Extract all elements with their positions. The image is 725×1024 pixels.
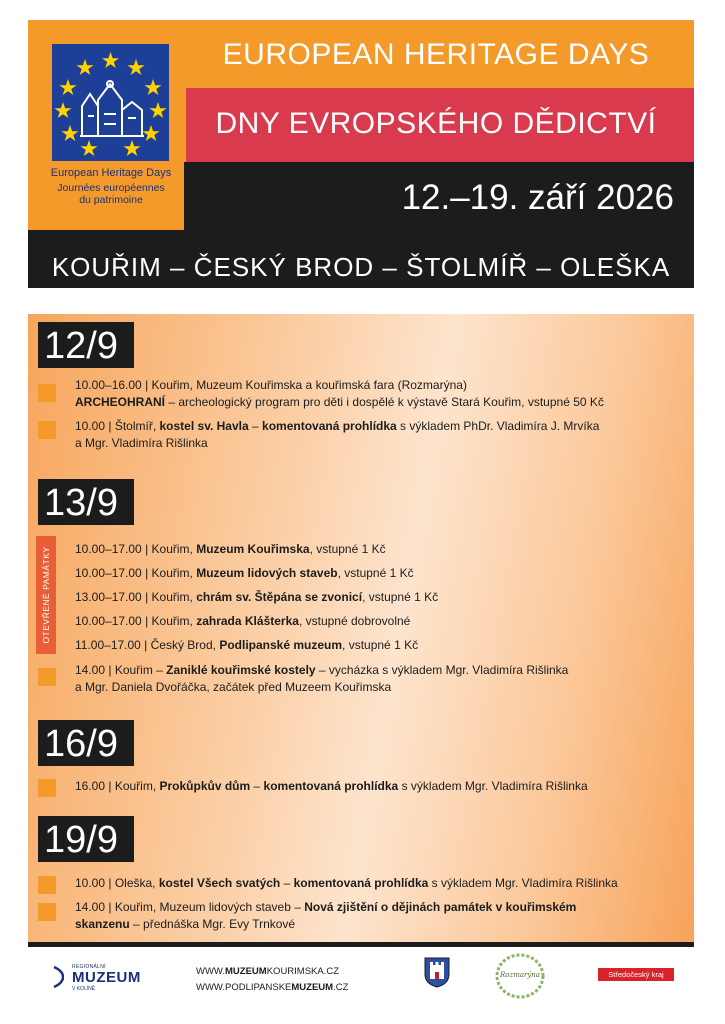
event-havel-tour [75, 418, 685, 452]
event-archeohrani [75, 377, 675, 411]
e-part: 11.00–17.00 | Český Brod, [75, 638, 220, 652]
museum-big: MUZEUM [72, 969, 141, 986]
e-part: – [280, 876, 294, 890]
event-zanikle-kostely [75, 662, 685, 696]
bullet-square [38, 384, 56, 402]
title-czech: DNY EVROPSKÉHO DĚDICTVÍ [215, 107, 657, 140]
stredocesky-kraj-logo: Středočeský kraj [598, 968, 674, 981]
e-part: – [250, 779, 264, 793]
e-part: 10.00–17.00 | Kouřim, [75, 614, 197, 628]
e-part: MUZEUM [291, 982, 334, 993]
event-archeohrani-desc: – archeologický program pro děti i dospělé k výstavě Stará Kouřim, vstupné 50 Kč [165, 395, 604, 409]
logo-caption-fr-2: du patrimoine [79, 194, 143, 206]
e-part: , vstupné 1 Kč [337, 566, 414, 580]
wreath-text: Rozmarýna [500, 971, 540, 979]
e-part: zahrada Klášterka [196, 614, 299, 628]
museum-small2: V KOLÍNĚ [72, 986, 96, 992]
e-part: – [248, 419, 263, 433]
museum-mark-icon [52, 966, 64, 988]
e-part: komentovaná prohlídka [293, 876, 429, 890]
open-monuments-label [36, 536, 56, 654]
e-part: chrám sv. Štěpána se zvonicí [196, 590, 363, 604]
website-links [196, 964, 349, 996]
logo-caption-fr-1: Journées européennes [57, 182, 165, 194]
e-part: – přednáška Mgr. Evy Trnkové [129, 917, 296, 931]
regional-museum-logo [52, 964, 152, 994]
e-part: WWW. [196, 966, 226, 977]
e-part: Prokůpkův dům [159, 779, 251, 793]
e-part: skanzenu [75, 917, 130, 931]
event-oleska-kostel [75, 875, 685, 892]
e-part: 10.00 | Oleška, [75, 876, 159, 890]
e-part: .CZ [333, 982, 349, 993]
day-heading-16-9: 16/9 [38, 720, 134, 766]
open-item [75, 609, 635, 633]
day-heading-12-9: 12/9 [38, 322, 134, 368]
e-part: , vstupné 1 Kč [342, 638, 419, 652]
open-item [75, 633, 635, 657]
stars-castle-icon [52, 44, 169, 161]
title-english: EUROPEAN HERITAGE DAYS [222, 38, 650, 71]
eu-heritage-logo [52, 44, 169, 161]
day-heading-19-9: 19/9 [38, 816, 134, 862]
e-part: a Mgr. Vladimíra Rišlinka [75, 436, 208, 450]
e-part: 16.00 | Kouřim, [75, 779, 160, 793]
towns-list: KOUŘIM – ČESKÝ BROD – ŠTOLMÍŘ – OLEŠKA [51, 252, 671, 282]
e-part: , vstupné dobrovolné [298, 614, 411, 628]
bullet-square [38, 668, 56, 686]
event-dates: 12.–19. září 2026 [401, 178, 674, 217]
e-part: 14.00 | Kouřim, Muzeum lidových staveb – [75, 900, 305, 914]
e-part: Podlipanské muzeum [219, 638, 343, 652]
open-item [75, 561, 635, 585]
bullet-square [38, 779, 56, 797]
link-podlipanske-muzeum[interactable] [196, 980, 349, 996]
open-monuments-text: OTEVŘENÉ PAMÁTKY [41, 546, 51, 644]
bullet-square [38, 903, 56, 921]
e-part: kostel sv. Havla [159, 419, 249, 433]
open-item [75, 537, 635, 561]
e-part: Muzeum lidových staveb [196, 566, 338, 580]
e-part: MUZEUM [225, 966, 267, 977]
e-part: s výkladem Mgr. Vladimíra Rišlinka [398, 779, 588, 793]
event-archeohrani-title: ARCHEOHRANÍ [75, 395, 165, 409]
e-part: Zaniklé kouřimské kostely [166, 663, 316, 677]
event-archeohrani-line1: 10.00–16.00 | Kouřim, Muzeum Kouřimska a kouřimská fara (Rozmarýna) [75, 378, 467, 392]
bullet-square [38, 876, 56, 894]
event-prokupkuv-dum [75, 778, 685, 795]
e-part: Nová zjištění o dějinách památek v kouřimském [304, 900, 577, 914]
day-heading-13-9: 13/9 [38, 479, 134, 525]
rozmaryna-wreath-logo [494, 952, 546, 1000]
bullet-square [38, 421, 56, 439]
e-part: komentovaná prohlídka [262, 419, 397, 433]
e-part: , vstupné 1 Kč [362, 590, 439, 604]
e-part: 14.00 | Kouřim – [75, 663, 167, 677]
kourim-crest-icon [424, 956, 450, 988]
e-part: 10.00 | Štolmíř, [75, 419, 160, 433]
e-part: 10.00–17.00 | Kouřim, [75, 542, 197, 556]
e-part: , vstupné 1 Kč [309, 542, 386, 556]
link-muzeum-kourimska[interactable] [196, 964, 346, 980]
e-part: KOURIMSKA.CZ [266, 966, 340, 977]
open-monuments-list [75, 537, 635, 657]
event-skanzen-lecture [75, 899, 685, 933]
footer-divider [28, 942, 694, 947]
museum-small1: REGIONÁLNÍ [72, 964, 106, 970]
e-part: WWW.PODLIPANSKE [196, 982, 292, 993]
e-part: 13.00–17.00 | Kouřim, [75, 590, 197, 604]
logo-caption-fr [44, 182, 178, 206]
e-part: s výkladem Mgr. Vladimíra Rišlinka [428, 876, 618, 890]
e-part: Muzeum Kouřimska [196, 542, 310, 556]
e-part: – vycházka s výkladem Mgr. Vladimíra Rišlinka [315, 663, 569, 677]
e-part: a Mgr. Daniela Dvořáčka, začátek před Muzeem Kouřimska [75, 680, 392, 694]
e-part: s výkladem PhDr. Vladimíra J. Mrvíka [396, 419, 600, 433]
e-part: kostel Všech svatých [158, 876, 281, 890]
logo-caption-en: European Heritage Days [50, 167, 172, 179]
e-part: 10.00–17.00 | Kouřim, [75, 566, 197, 580]
e-part: komentovaná prohlídka [263, 779, 399, 793]
open-item [75, 585, 635, 609]
